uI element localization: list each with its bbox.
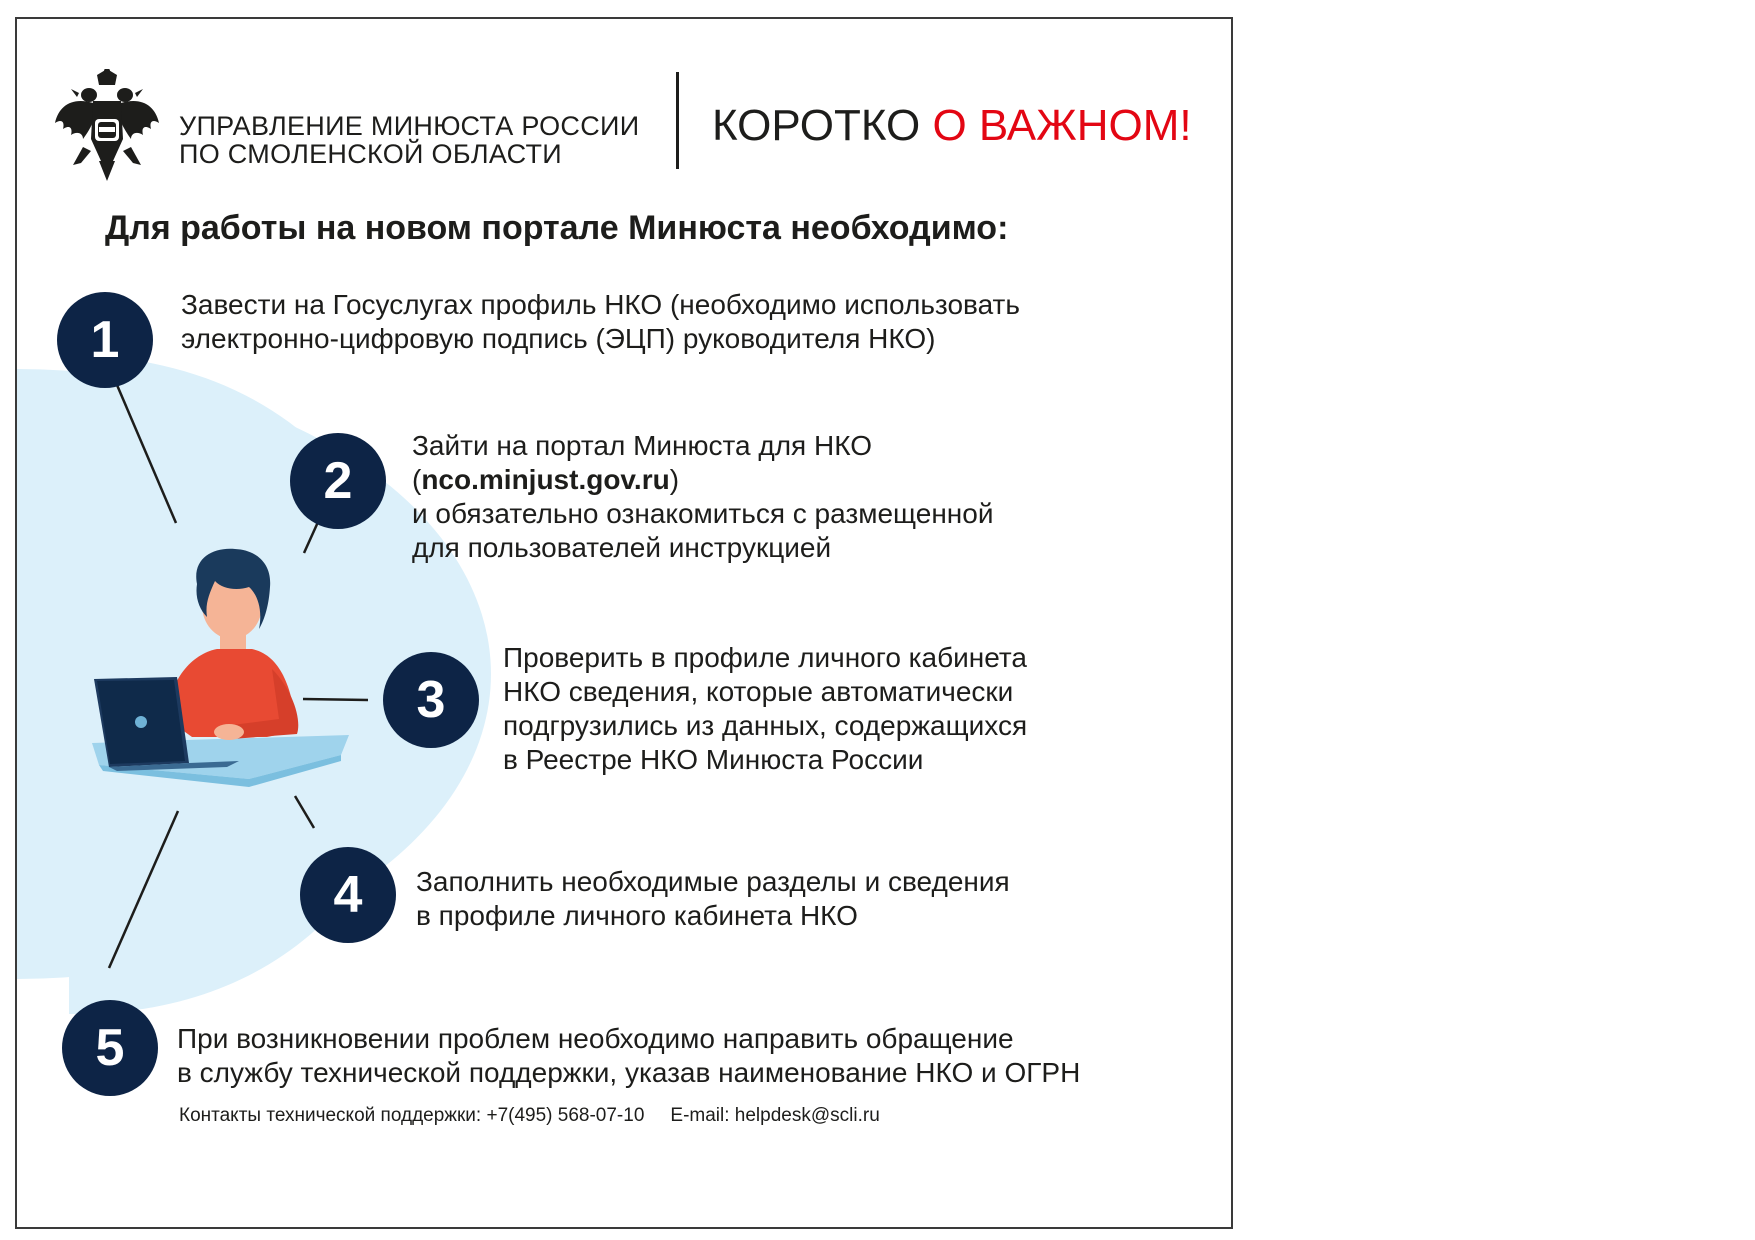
step-3-line-4: в Реестре НКО Минюста России xyxy=(503,744,924,775)
organization-name-line-2: ПО СМОЛЕНСКОЙ ОБЛАСТИ xyxy=(179,139,563,169)
tagline-part-1: КОРОТКО xyxy=(712,101,933,150)
step-4-line-2: в профиле личного кабинета НКО xyxy=(416,900,858,931)
step-5-badge: 5 xyxy=(62,1000,158,1096)
support-email[interactable]: E-mail: helpdesk@scli.ru xyxy=(670,1105,880,1126)
portal-link[interactable]: nco.minjust.gov.ru xyxy=(421,464,670,495)
support-contacts xyxy=(179,1105,880,1127)
step-1-line-2: электронно-цифровую подпись (ЭЦП) руководителя НКО) xyxy=(181,323,936,354)
step-2-line-1: Зайти на портал Минюста для НКО xyxy=(412,430,872,461)
step-2-close-paren: ) xyxy=(669,464,680,495)
infographic-poster xyxy=(15,17,1233,1229)
support-phone: Контакты технической поддержки: +7(495) 568-07-10 xyxy=(179,1105,645,1126)
step-1-line-1: Завести на Госуслугах профиль НКО (необходимо использовать xyxy=(181,289,1020,320)
step-5-text xyxy=(177,1022,1080,1090)
step-3-line-2: НКО сведения, которые автоматически xyxy=(503,676,1014,707)
connector-line-3 xyxy=(303,699,368,700)
tagline-accent: О ВАЖНОМ! xyxy=(932,101,1192,150)
step-2-text xyxy=(412,429,993,565)
step-3-line-1: Проверить в профиле личного кабинета xyxy=(503,642,1027,673)
organization-name-line-1: УПРАВЛЕНИЕ МИНЮСТА РОССИИ xyxy=(179,111,640,141)
step-5-line-2: в службу технической поддержки, указав наименование НКО и ОГРН xyxy=(177,1057,1081,1088)
step-2-line-3: и обязательно ознакомиться с размещенной xyxy=(412,498,994,529)
step-3-line-3: подгрузились из данных, содержащихся xyxy=(503,710,1028,741)
step-4-badge: 4 xyxy=(300,847,396,943)
step-2-line-2 xyxy=(412,463,993,497)
step-1-badge: 1 xyxy=(57,292,153,388)
step-2-badge: 2 xyxy=(290,433,386,529)
double-headed-eagle-emblem-icon xyxy=(53,69,161,187)
step-1-text xyxy=(181,288,1020,356)
header-divider xyxy=(676,72,679,169)
step-4-line-1: Заполнить необходимые разделы и сведения xyxy=(416,866,1010,897)
step-2-open-paren: ( xyxy=(412,464,422,495)
tagline xyxy=(712,101,1192,151)
step-5-line-1: При возникновении проблем необходимо направить обращение xyxy=(177,1023,1014,1054)
page-heading: Для работы на новом портале Минюста необходимо: xyxy=(105,209,1009,247)
step-3-badge: 3 xyxy=(383,652,479,748)
step-3-text xyxy=(503,641,1027,777)
step-4-text xyxy=(416,865,1010,933)
step-2-line-4: для пользователей инструкцией xyxy=(412,532,832,563)
organization-name xyxy=(179,112,639,168)
